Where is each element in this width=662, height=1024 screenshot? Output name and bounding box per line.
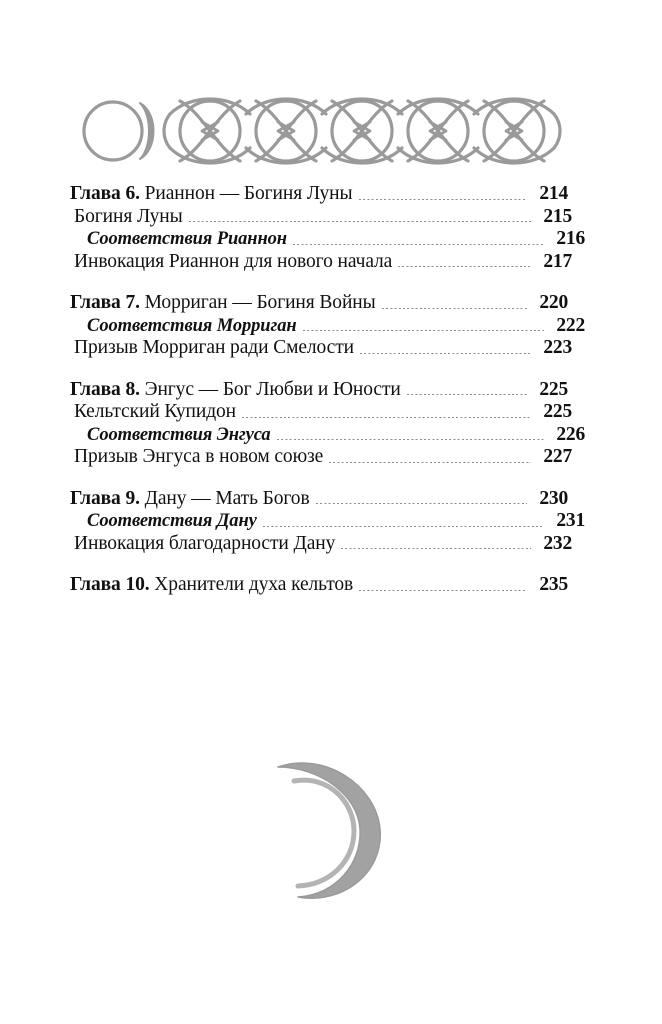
toc-entry-number: Глава 8. — [70, 378, 140, 400]
toc-page-number: 226 — [556, 423, 585, 445]
toc-group — [70, 292, 585, 358]
toc-entry-title: Энгус — Бог Любви и Юности — [139, 378, 401, 400]
toc-entry-section[interactable] — [70, 207, 572, 227]
toc-page-number: 217 — [543, 250, 572, 272]
toc-page-number: 215 — [543, 205, 572, 227]
toc-entry-number: Глава 7. — [70, 292, 140, 313]
toc-entry-section[interactable] — [70, 534, 572, 554]
toc-entry-title: Призыв Энгуса в новом союзе — [74, 446, 324, 467]
toc-entry-title: Инвокация Рианнон для нового начала — [74, 250, 393, 272]
toc-entry-number: Глава 6. — [70, 183, 140, 204]
toc-group — [70, 183, 585, 272]
toc-page-number: 230 — [539, 487, 568, 509]
toc-leader-dots — [189, 221, 531, 222]
toc-entry-chapter-8[interactable] — [70, 380, 568, 400]
toc-leader-dots — [360, 353, 531, 354]
toc-entry-section[interactable] — [70, 447, 572, 467]
toc-entry-title: Хранители духа кельтов — [149, 574, 354, 595]
toc-entry-subsection[interactable] — [70, 425, 585, 445]
toc-leader-dots — [242, 417, 531, 418]
toc-leader-dots — [359, 199, 528, 200]
toc-entry-number: Глава 9. — [70, 487, 140, 509]
toc-entry-chapter-6[interactable] — [70, 184, 568, 204]
toc-entry-title: Соответствия Энгуса — [87, 424, 271, 445]
toc-page-number: 227 — [543, 446, 572, 467]
toc-leader-dots — [293, 244, 544, 245]
toc-entry-title: Кельтский Купидон — [74, 401, 237, 422]
toc-entry-title: Богиня Луны — [74, 205, 183, 227]
toc-page-number: 216 — [556, 228, 585, 249]
toc-page-number: 222 — [556, 314, 585, 336]
table-of-contents — [70, 183, 585, 595]
toc-page-number: 220 — [539, 292, 568, 313]
toc-entry-subsection[interactable] — [70, 511, 585, 531]
toc-entry-chapter-9[interactable] — [70, 489, 568, 509]
toc-group — [70, 575, 568, 595]
toc-page-number: 223 — [543, 337, 572, 358]
toc-page-number: 232 — [543, 532, 572, 554]
toc-entry-chapter-10[interactable] — [70, 575, 568, 595]
toc-leader-dots — [341, 548, 531, 549]
toc-page-number: 235 — [539, 574, 568, 595]
toc-entry-title: Инвокация благодарности Дану — [74, 532, 336, 554]
toc-entry-subsection[interactable] — [70, 316, 585, 336]
toc-entry-section[interactable] — [70, 252, 572, 272]
toc-leader-dots — [329, 462, 531, 463]
toc-entry-section[interactable] — [70, 338, 572, 358]
toc-page-number: 225 — [539, 378, 568, 400]
toc-page-number: 231 — [556, 510, 585, 531]
toc-entry-title: Дану — Мать Богов — [139, 487, 310, 509]
toc-entry-title: Соответствия Рианнон — [87, 229, 287, 249]
toc-entry-subsection[interactable] — [70, 229, 585, 249]
toc-entry-chapter-7[interactable] — [70, 293, 568, 313]
toc-page-number: 225 — [543, 401, 572, 422]
toc-entry-title: Призыв Морриган ради Смелости — [74, 337, 354, 358]
toc-leader-dots — [263, 526, 544, 527]
toc-entry-title: Морриган — Богиня Войны — [139, 292, 376, 313]
toc-entry-title: Соответствия Морриган — [87, 315, 297, 336]
toc-leader-dots — [398, 266, 531, 267]
crescent-moon-icon — [250, 745, 410, 913]
toc-leader-dots — [277, 439, 545, 440]
toc-leader-dots — [316, 503, 527, 504]
toc-page-number: 214 — [539, 183, 568, 204]
toc-leader-dots — [407, 394, 527, 395]
toc-leader-dots — [382, 308, 527, 309]
toc-leader-dots — [359, 590, 527, 591]
toc-entry-number: Глава 10. — [70, 574, 150, 595]
toc-group — [70, 487, 585, 554]
toc-leader-dots — [303, 330, 544, 331]
toc-entry-title: Соответствия Дану — [87, 511, 257, 531]
toc-entry-title: Рианнон — Богиня Луны — [139, 183, 353, 204]
toc-entry-section[interactable] — [70, 402, 572, 422]
celtic-knot-border-icon — [82, 92, 574, 170]
toc-group — [70, 378, 585, 467]
